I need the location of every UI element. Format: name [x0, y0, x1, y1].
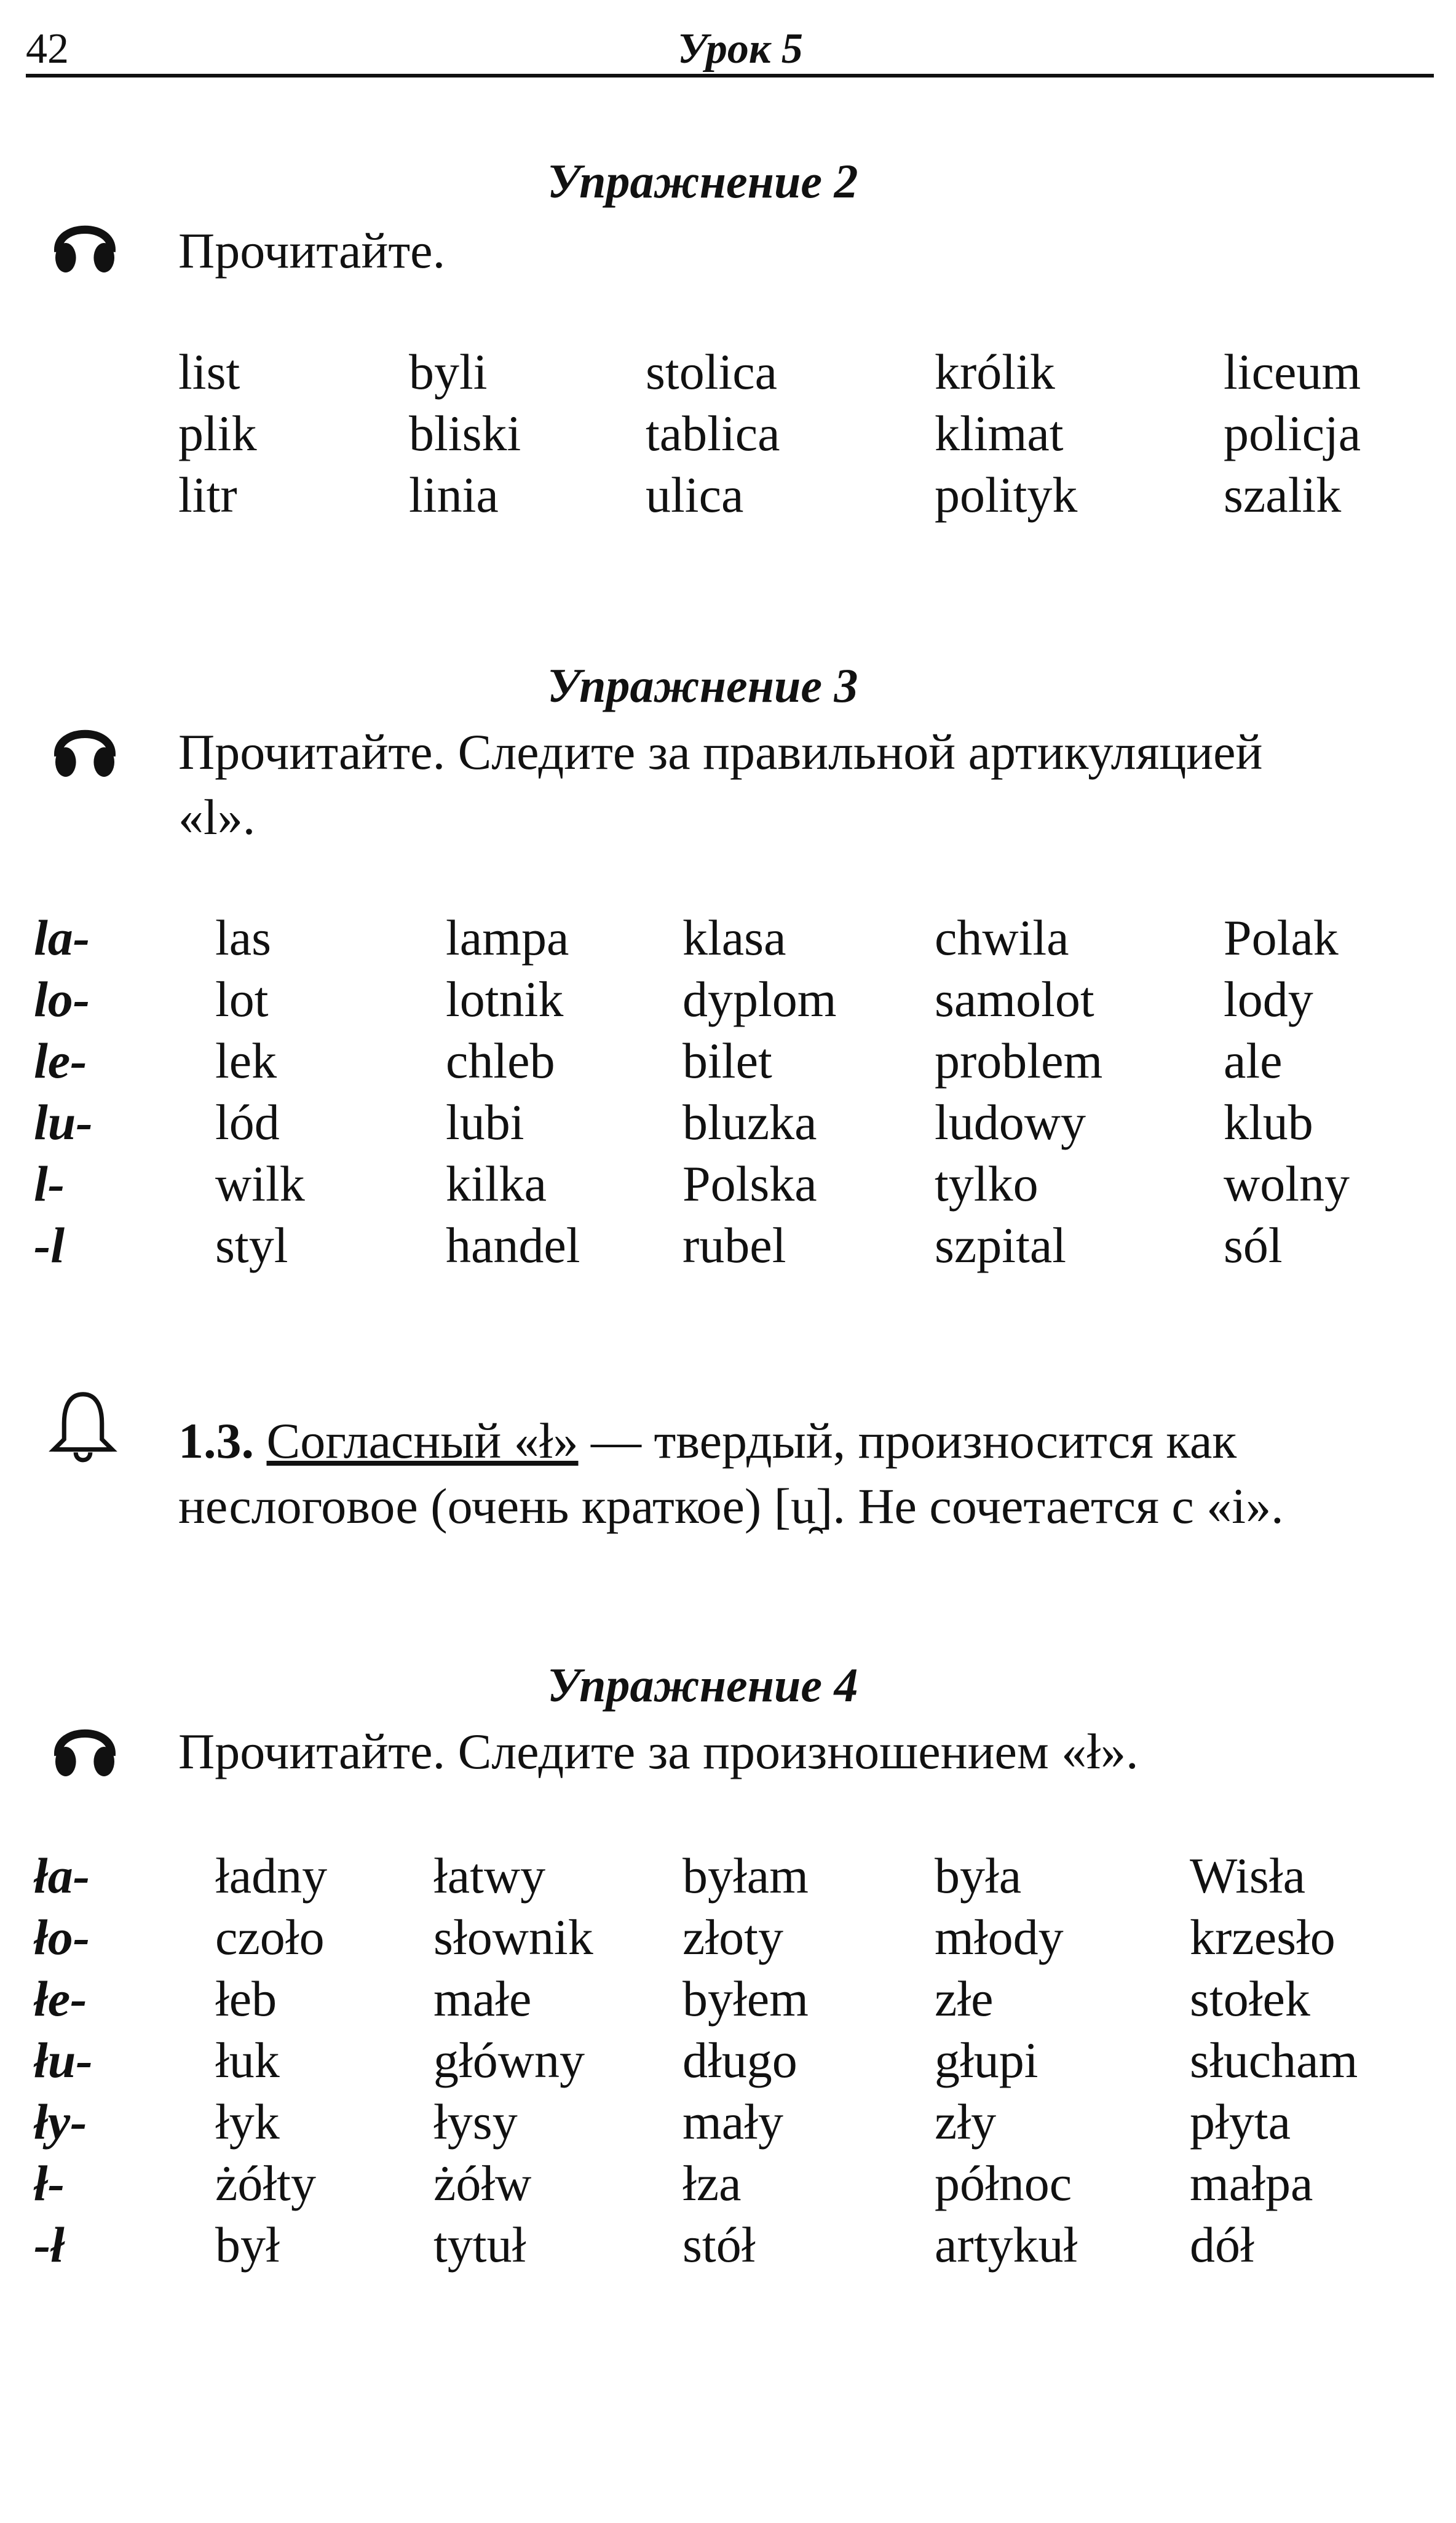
word: rubel — [682, 1217, 786, 1273]
word: ładny — [215, 1848, 328, 1904]
word: litr — [178, 467, 237, 523]
exercise-4-column-2 — [433, 1845, 593, 2276]
syllable-prefix: lo- — [34, 971, 90, 1027]
word: linia — [409, 467, 499, 523]
headphones-icon — [48, 1710, 122, 1784]
exercise-3-instruction-line-1: Прочитайте. Следите за правильной артикуляцией — [178, 724, 1263, 780]
syllable-prefix: ło- — [34, 1909, 90, 1965]
word: łza — [682, 2155, 742, 2211]
word: łyk — [215, 2094, 280, 2150]
word: lotnik — [446, 971, 564, 1027]
exercise-2-column-1 — [178, 341, 257, 526]
exercise-3-prefixes — [34, 907, 93, 1276]
word: lody — [1224, 971, 1313, 1027]
word: Polska — [682, 1156, 817, 1212]
syllable-prefix: łu- — [34, 2032, 93, 2088]
running-title: Урок 5 — [678, 25, 803, 73]
exercise-3-column-4 — [935, 907, 1102, 1276]
word: łeb — [215, 1971, 277, 2027]
exercise-4-column-3 — [682, 1845, 809, 2276]
word: królik — [935, 344, 1055, 400]
syllable-prefix: le- — [34, 1033, 87, 1089]
word: Polak — [1224, 910, 1339, 966]
headphones-icon — [48, 710, 122, 784]
word: szpital — [935, 1217, 1067, 1273]
word: problem — [935, 1033, 1103, 1089]
exercise-3-column-5 — [1224, 907, 1350, 1276]
word: plik — [178, 405, 257, 461]
word: słownik — [433, 1909, 593, 1965]
word: ulica — [646, 467, 744, 523]
headphones-icon — [48, 206, 122, 280]
exercise-3-column-3 — [682, 907, 837, 1276]
word: klimat — [935, 405, 1064, 461]
word: bliski — [409, 405, 521, 461]
word: wilk — [215, 1156, 305, 1212]
word: płyta — [1190, 2094, 1291, 2150]
rule-line-2: неслоговое (очень краткое) [u̯]. Не сочетается с «i». — [178, 1478, 1284, 1534]
exercise-3-instruction-line-2: «l». — [178, 789, 256, 845]
word: artykuł — [935, 2217, 1078, 2273]
exercise-2-instruction: Прочитайте. — [178, 223, 446, 279]
word: las — [215, 910, 272, 966]
word: chleb — [446, 1033, 555, 1089]
exercise-2-title: Упражнение 2 — [547, 154, 858, 208]
page-number: 42 — [26, 25, 69, 73]
word: styl — [215, 1217, 288, 1273]
exercise-4-column-5 — [1190, 1845, 1358, 2276]
exercise-3-column-1 — [215, 907, 305, 1276]
word: czoło — [215, 1909, 325, 1965]
word: był — [215, 2217, 280, 2273]
exercise-4-title: Упражнение 4 — [547, 1658, 858, 1712]
syllable-prefix: ły- — [34, 2094, 87, 2150]
word: małpa — [1190, 2155, 1313, 2211]
word: chwila — [935, 910, 1069, 966]
word: zły — [935, 2094, 997, 2150]
word: lek — [215, 1033, 277, 1089]
word: polityk — [935, 467, 1078, 523]
bell-icon — [46, 1387, 120, 1467]
word: złoty — [682, 1909, 783, 1965]
word: żółw — [433, 2155, 532, 2211]
page-header — [26, 25, 1434, 77]
word: długo — [682, 2032, 797, 2088]
word: tytuł — [433, 2217, 526, 2273]
word: byli — [409, 344, 488, 400]
word: żółty — [215, 2155, 316, 2211]
word: główny — [433, 2032, 585, 2088]
word: dyplom — [682, 971, 837, 1027]
word: złe — [935, 1971, 994, 2027]
exercise-4-column-4 — [935, 1845, 1077, 2276]
word: małe — [433, 1971, 532, 2027]
word: klub — [1224, 1094, 1313, 1150]
exercise-2-column-2 — [409, 341, 521, 526]
syllable-prefix: l- — [34, 1156, 65, 1212]
rule-term: Согласный «ł» — [266, 1413, 579, 1469]
exercise-3-column-2 — [446, 907, 580, 1276]
word: ale — [1224, 1033, 1283, 1089]
word: bilet — [682, 1033, 772, 1089]
rule-number: 1.3. — [178, 1413, 254, 1469]
rule-line-1 — [178, 1409, 1236, 1474]
word: lubi — [446, 1094, 524, 1150]
syllable-prefix: -l — [34, 1217, 65, 1273]
word: młody — [935, 1909, 1064, 1965]
word: krzesło — [1190, 1909, 1335, 1965]
word: lód — [215, 1094, 280, 1150]
syllable-prefix: lu- — [34, 1094, 93, 1150]
word: była — [935, 1848, 1022, 1904]
word: list — [178, 344, 240, 400]
word: stołek — [1190, 1971, 1310, 2027]
word: bluzka — [682, 1094, 817, 1150]
syllable-prefix: ła- — [34, 1848, 90, 1904]
word: handel — [446, 1217, 580, 1273]
word: kilka — [446, 1156, 547, 1212]
word: głupi — [935, 2032, 1039, 2088]
rule-text: — твердый, произносится как — [578, 1413, 1237, 1469]
exercise-4-prefixes — [34, 1845, 93, 2276]
word: słucham — [1190, 2032, 1358, 2088]
word: lot — [215, 971, 269, 1027]
exercise-4-column-1 — [215, 1845, 327, 2276]
exercise-4-instruction: Прочитайте. Следите за произношением «ł». — [178, 1723, 1139, 1779]
word: wolny — [1224, 1156, 1350, 1212]
word: łatwy — [433, 1848, 546, 1904]
exercise-2-column-4 — [935, 341, 1077, 526]
word: policja — [1224, 405, 1361, 461]
exercise-3-title: Упражнение 3 — [547, 659, 858, 712]
syllable-prefix: łe- — [34, 1971, 87, 2027]
word: tylko — [935, 1156, 1039, 1212]
word: klasa — [682, 910, 786, 966]
word: mały — [682, 2094, 783, 2150]
word: liceum — [1224, 344, 1361, 400]
word: Wisła — [1190, 1848, 1305, 1904]
word: sól — [1224, 1217, 1283, 1273]
word: łuk — [215, 2032, 280, 2088]
exercise-2-column-5 — [1224, 341, 1361, 526]
word: szalik — [1224, 467, 1342, 523]
syllable-prefix: -ł — [34, 2217, 65, 2273]
syllable-prefix: ł- — [34, 2155, 65, 2211]
syllable-prefix: la- — [34, 910, 90, 966]
word: łysy — [433, 2094, 518, 2150]
word: dół — [1190, 2217, 1254, 2273]
word: stolica — [646, 344, 778, 400]
word: lampa — [446, 910, 569, 966]
word: stół — [682, 2217, 756, 2273]
exercise-2-column-3 — [646, 341, 780, 526]
word: byłem — [682, 1971, 809, 2027]
word: północ — [935, 2155, 1072, 2211]
word: tablica — [646, 405, 780, 461]
word: samolot — [935, 971, 1094, 1027]
word: byłam — [682, 1848, 809, 1904]
word: ludowy — [935, 1094, 1086, 1150]
